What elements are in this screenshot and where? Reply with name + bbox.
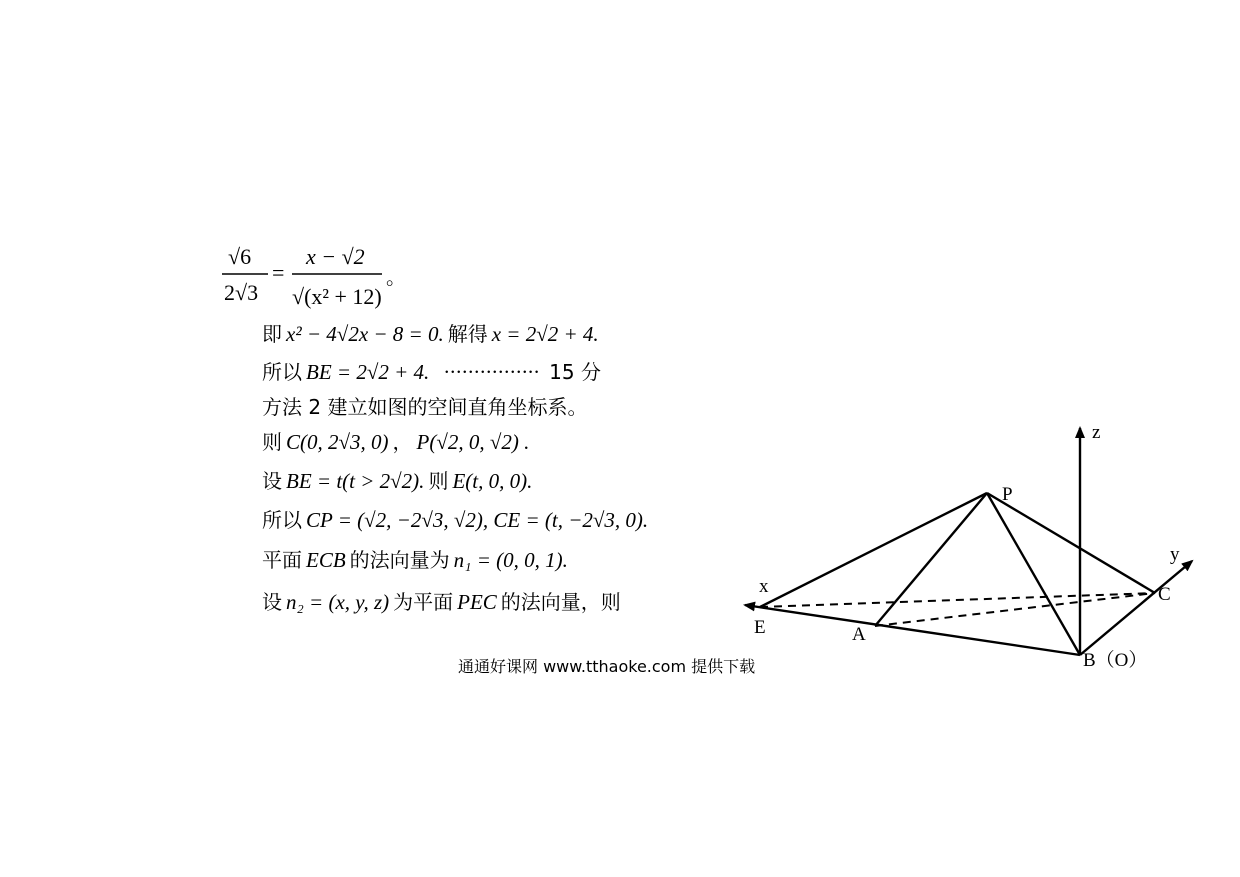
label-P: P [1002,484,1013,505]
l6-prefix: 所以 [262,508,302,532]
l5-mid: 则 [428,469,449,493]
l8-suffix: 的法向量，则 [500,590,621,614]
l1-prefix: 即 [262,322,282,346]
label-x: x [759,576,769,597]
l4-sep: ， [392,430,413,454]
l2-score: 15 分 [549,360,601,384]
l5-math2: E(t, 0, 0). [452,469,533,493]
y-axis [1080,561,1192,655]
l1-math2: x = 2√2 + 4. [491,322,599,346]
equation-den-left: 2√3 [224,280,259,305]
equation-equals: = [272,260,285,285]
equation-num-right: x − √2 [306,244,365,269]
l3-text: 方法 2 建立如图的空间直角坐标系。 [262,395,588,419]
l2-dots: ················ [443,360,540,384]
label-y: y [1170,544,1180,565]
edge-EC-dashed [760,593,1155,607]
l7-mid: 的法向量为 [349,548,450,572]
label-C: C [1158,584,1171,605]
l4-math2: P(√2, 0, √2) . [416,430,530,454]
equation-den-right: √(x² + 12) [292,284,382,309]
l8-math2: PEC [457,590,497,614]
l6-math: CP = (√2, −2√3, √2), CE = (t, −2√3, 0). [306,508,649,532]
edge-PE [760,493,987,607]
l7-prefix: 平面 [262,548,302,572]
footer-text: 通通好课网 www.tthaoke.com 提供下载 [458,657,756,676]
label-z: z [1092,422,1101,443]
l4-prefix: 则 [262,430,282,454]
l1-mid: 解得 [447,322,488,346]
l2-math: BE = 2√2 + 4. [306,360,430,384]
l2-prefix: 所以 [262,360,302,384]
l1-math: x² − 4√2x − 8 = 0. [286,322,444,346]
label-A: A [852,624,866,645]
l7-math: ECB [306,548,346,572]
equation-num-left: √6 [228,244,252,269]
edge-PA [875,493,987,626]
label-B: B（O） [1083,650,1148,671]
x-axis [745,605,1080,655]
label-E: E [754,617,766,638]
l5-math: BE = t(t > 2√2). [286,469,425,493]
l8-prefix: 设 [262,590,282,614]
edge-PB [987,493,1080,655]
equation-end: 。 [386,267,406,289]
l4-math: C(0, 2√3, 0) [286,430,389,454]
l8-math: n₂ = (x, y, z) [286,590,390,614]
edge-PC [987,493,1155,593]
l7-math2: n₁ = (0, 0, 1). [453,548,568,572]
l8-mid: 为平面 [393,590,454,614]
l5-prefix: 设 [262,469,282,493]
